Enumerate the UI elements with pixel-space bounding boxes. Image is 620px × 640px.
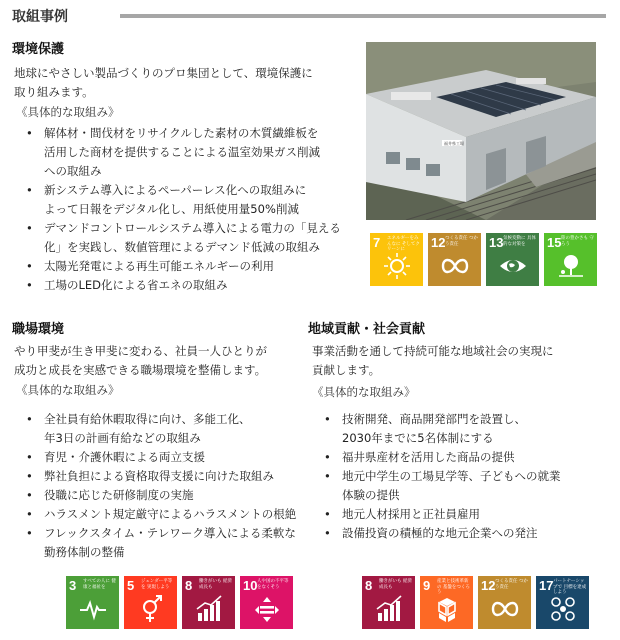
partnership-icon	[549, 595, 577, 623]
workplace-intro	[14, 342, 304, 380]
environment-bullet-list	[26, 124, 361, 295]
community-subheading: 《具体的な取組み》	[312, 385, 416, 399]
environment-sdg-icons	[370, 233, 597, 286]
list-item-line: • 工場のLED化による省エネの取組み	[44, 278, 228, 292]
sdg-label: すべての人に 健康と福祉を	[83, 579, 116, 590]
sdg-13-tile	[486, 233, 539, 286]
workplace-sdg-icons	[66, 576, 293, 629]
environment-intro	[14, 64, 354, 102]
sdg-3-tile	[66, 576, 119, 629]
sdg-number: 7	[373, 235, 381, 250]
heartbeat-icon	[79, 595, 107, 623]
list-item-line: • 新システム導入によるペーパーレス化への取組みに	[44, 183, 307, 197]
sdg-label: エネルギーをみんなに そしてクリーンに	[387, 236, 420, 252]
community-heading: 地域貢献・社会貢献	[308, 322, 426, 337]
sdg-10-tile	[240, 576, 293, 629]
gender-icon	[137, 595, 165, 623]
list-item	[324, 448, 614, 467]
page-title: 取組事例	[12, 9, 68, 25]
list-item-line: への取組み	[44, 164, 102, 178]
list-item	[324, 524, 614, 543]
sdg-number: 3	[69, 578, 77, 593]
community-sdg-icons	[362, 576, 589, 629]
list-item-line: • 役職に応じた研修制度の実施	[44, 488, 194, 502]
sdg-label: 陸の豊かさも 守ろう	[561, 236, 594, 247]
list-item-line: • ハラスメント規定厳守によるハラスメントの根絶	[44, 507, 297, 521]
infinity-icon	[441, 252, 469, 280]
list-item-line: • 解体材・間伐材をリサイクルした素材の木質繊維板を	[44, 126, 319, 140]
sdg-number: 15	[547, 235, 562, 250]
sdg-number: 8	[185, 578, 193, 593]
sdg-label: 働きがいも 経済成長も	[199, 579, 232, 590]
sdg-number: 17	[539, 578, 554, 593]
environment-subheading: 《具体的な取組み》	[16, 105, 120, 119]
infinity-icon	[491, 595, 519, 623]
sdg-number: 10	[243, 578, 258, 593]
sdg-label: 人や国の不平等 をなくそう	[257, 579, 289, 590]
list-item-line: • 育児・介護休暇による両立支援	[44, 450, 205, 464]
sdg-number: 12	[431, 235, 446, 250]
sdg-17-tile	[536, 576, 589, 629]
list-item-line: • デマンドコントロールシステム導入による電力の「見える	[44, 221, 341, 235]
list-item	[26, 276, 361, 295]
sdg-label: 働きがいも 経済成長も	[379, 579, 412, 590]
list-item-line: 活用した商材を提供することによる温室効果ガス削減	[44, 145, 320, 159]
list-item-line: • 技術開発、商品開発部門を設置し、	[342, 412, 526, 426]
factory-aerial-photo	[366, 42, 596, 220]
cubes-icon	[433, 595, 461, 623]
list-item	[26, 181, 361, 219]
list-item-line: • 福井県産材を活用した商品の提供	[342, 450, 515, 464]
list-item	[26, 467, 316, 486]
sdg-label: ジェンダー平等を 実現しよう	[141, 579, 173, 590]
tree-icon	[557, 252, 585, 280]
sdg-number: 9	[423, 578, 431, 593]
list-item	[324, 467, 614, 505]
workplace-bullet-list	[26, 410, 316, 562]
workplace-intro-line: 成功と成長を実感できる職場環境を整備します。	[14, 363, 267, 377]
workplace-intro-line: やり甲斐が生き甲斐に変わる、社員一人ひとりが	[14, 344, 267, 358]
sun-icon	[383, 252, 411, 280]
community-bullet-list	[324, 410, 614, 543]
workplace-subheading: 《具体的な取組み》	[16, 383, 120, 397]
list-item-line: 2030年までに5名体制にする	[342, 431, 494, 445]
list-item	[26, 410, 316, 448]
workplace-heading: 職場環境	[12, 322, 65, 337]
list-item	[26, 486, 316, 505]
list-item	[26, 524, 316, 562]
sdg-number: 8	[365, 578, 373, 593]
sdg-5-tile	[124, 576, 177, 629]
list-item	[324, 505, 614, 524]
sdg-number: 12	[481, 578, 496, 593]
factory-sign-text: 福井県工場	[444, 141, 464, 146]
growth-chart-icon	[375, 595, 403, 623]
sdg-number: 13	[489, 235, 504, 250]
sdg-12-tile	[428, 233, 481, 286]
list-item-line: • 地元中学生の工場見学等、子どもへの就業	[342, 469, 561, 483]
list-item-line: • 太陽光発電による再生可能エネルギーの利用	[44, 259, 274, 273]
equality-icon	[253, 595, 281, 623]
sdg-8-tile	[182, 576, 235, 629]
list-item	[26, 257, 361, 276]
community-intro-line: 事業活動を通して持続可能な地域社会の実現に	[312, 344, 554, 358]
title-divider	[120, 14, 606, 18]
environment-intro-line: 地球にやさしい製品づくりのプロ集団として、環境保護に	[14, 66, 313, 80]
list-item-line: • 地元人材採用と正社員雇用	[342, 507, 480, 521]
list-item	[26, 219, 361, 257]
list-item-line: 年3日の計画有給などの取組み	[44, 431, 201, 445]
sdg-label: つくる責任 つかう責任	[445, 236, 478, 247]
growth-chart-icon	[195, 595, 223, 623]
sdg-label: 気候変動に 具体的な対策を	[503, 236, 536, 247]
sdg-15-tile	[544, 233, 597, 286]
eye-globe-icon	[499, 252, 527, 280]
community-intro	[312, 342, 612, 380]
list-item-line: 勤務体制の整備	[44, 545, 125, 559]
list-item	[324, 410, 614, 448]
sdg-8-tile	[362, 576, 415, 629]
environment-intro-line: 取り組みます。	[14, 85, 94, 99]
environment-heading: 環境保護	[12, 42, 65, 57]
list-item-line: • フレックスタイム・テレワーク導入による柔軟な	[44, 526, 296, 540]
sdg-7-tile	[370, 233, 423, 286]
list-item	[26, 448, 316, 467]
list-item	[26, 124, 361, 181]
list-item-line: 体験の提供	[342, 488, 400, 502]
sdg-number: 5	[127, 578, 135, 593]
list-item-line: 化」を実践し、数値管理によるデマンド低減の取組み	[44, 240, 320, 254]
community-intro-line: 貢献します。	[312, 363, 381, 377]
sdg-label: つくる責任 つかう責任	[495, 579, 528, 590]
sdg-label: パートナーシップで 目標を達成しよう	[553, 579, 587, 595]
list-item-line: • 設備投資の積極的な地元企業への発注	[342, 526, 538, 540]
list-item-line: よって日報をデジタル化し、用紙使用量50%削減	[44, 202, 299, 216]
list-item-line: • 全社員有給休暇取得に向け、多能工化、	[44, 412, 251, 426]
sdg-12-tile	[478, 576, 531, 629]
list-item	[26, 505, 316, 524]
sdg-label: 産業と技術革新の 基盤をつくろう	[437, 579, 470, 595]
sdg-9-tile	[420, 576, 473, 629]
list-item-line: • 弊社負担による資格取得支援に向けた取組み	[44, 469, 274, 483]
